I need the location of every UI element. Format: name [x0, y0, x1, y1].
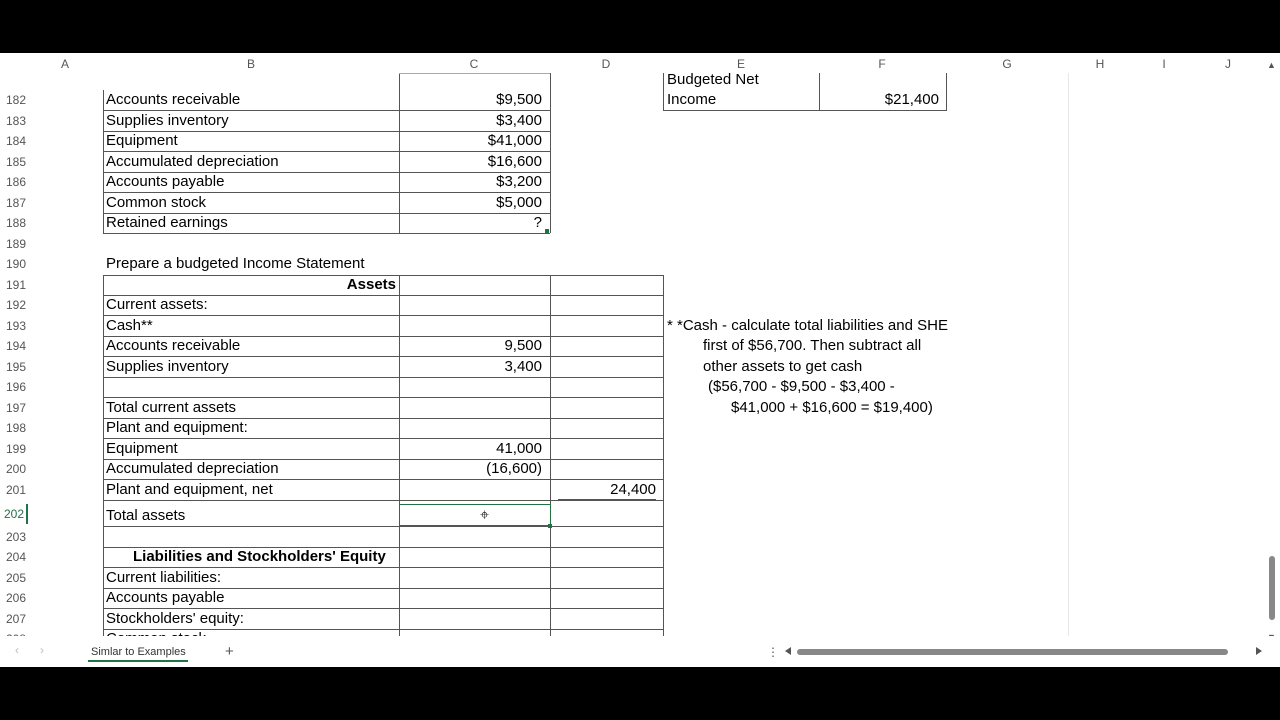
border: [103, 315, 663, 316]
border: [103, 192, 550, 193]
border: [550, 73, 551, 233]
fill-handle[interactable]: [545, 229, 549, 233]
net-income-label: Income: [667, 91, 717, 108]
cell-label: Plant and equipment, net: [106, 480, 273, 498]
row-header-192[interactable]: 192: [5, 298, 26, 312]
row-header-207[interactable]: 207: [5, 611, 26, 626]
cell-label: Accumulated depreciation: [106, 152, 279, 170]
column-header-g[interactable]: G: [1002, 57, 1012, 71]
row-header-186[interactable]: 186: [5, 175, 26, 189]
cell-label: Plant and equipment:: [106, 419, 248, 436]
cell-label: Supplies inventory: [106, 111, 229, 129]
border: [663, 275, 664, 644]
next-sheet-icon[interactable]: ›: [40, 643, 44, 657]
column-header-c[interactable]: C: [469, 57, 479, 71]
cell-label: Equipment: [106, 132, 178, 149]
selected-cell[interactable]: [399, 504, 551, 526]
row-header-191[interactable]: 191: [5, 277, 26, 292]
prev-sheet-icon[interactable]: ‹: [15, 643, 19, 657]
row-header-184[interactable]: 184: [5, 134, 26, 148]
row-header-203[interactable]: 203: [5, 529, 26, 544]
border: [399, 275, 400, 644]
cell-label: Current assets:: [106, 296, 208, 313]
cell-value: $3,400: [496, 111, 542, 129]
cell-value: 24,400: [610, 480, 656, 498]
border: [663, 73, 664, 110]
cell-label: Accounts payable: [106, 173, 225, 190]
row-header-185[interactable]: 185: [5, 154, 26, 169]
row-header-197[interactable]: 197: [5, 400, 26, 415]
column-header-a[interactable]: A: [60, 57, 69, 71]
border: [399, 73, 550, 74]
column-header-h[interactable]: H: [1095, 57, 1105, 71]
cell-label: Accounts receivable: [106, 91, 241, 108]
border: [103, 110, 550, 111]
note-line: first of $56,700. Then subtract all: [703, 337, 922, 354]
cell-value: $5,000: [496, 193, 542, 211]
note-line: $41,000 + $16,600 = $19,400): [731, 398, 933, 416]
cell-value: 9,500: [504, 337, 542, 354]
scroll-right-icon[interactable]: [1256, 647, 1262, 655]
border: [103, 275, 104, 644]
row-header-199[interactable]: 199: [5, 441, 26, 456]
horizontal-scrollbar[interactable]: [797, 649, 1228, 655]
cursor-icon: ⌖: [480, 507, 490, 524]
row-header-200[interactable]: 200: [5, 462, 26, 476]
cell-label: Total current assets: [106, 398, 237, 416]
cell-value: 41,000: [496, 439, 542, 457]
row-header-183[interactable]: 183: [5, 113, 26, 128]
scroll-up-icon[interactable]: ▲: [1267, 60, 1276, 70]
cell-value: $9,500: [496, 91, 542, 108]
cell-value: 3,400: [504, 357, 542, 375]
border: [946, 73, 947, 110]
note-line: other assets to get cash: [703, 357, 863, 375]
cell-value: $3,200: [496, 173, 542, 190]
cell-label: Accounts receivable: [106, 337, 241, 354]
row-header-206[interactable]: 206: [5, 591, 26, 605]
border: [103, 377, 663, 378]
row-header-188[interactable]: 188: [5, 216, 26, 230]
sheet-tab-active[interactable]: [88, 642, 188, 662]
row-header-194[interactable]: 194: [5, 339, 26, 353]
cell-label: Stockholders' equity:: [106, 609, 244, 627]
sheet-tab-label: Simlar to Examples: [91, 646, 186, 658]
border: [819, 73, 820, 110]
add-sheet-button[interactable]: +: [225, 643, 234, 660]
row-header-196[interactable]: 196: [5, 380, 26, 394]
cell-label: Equipment: [106, 439, 178, 457]
more-options-icon[interactable]: ⋮: [767, 645, 779, 659]
row-header-182[interactable]: 182: [5, 93, 26, 107]
vertical-scrollbar[interactable]: [1269, 556, 1275, 620]
column-header-f[interactable]: F: [878, 57, 886, 71]
column-header-b[interactable]: B: [246, 57, 255, 71]
section-heading: Liabilities and Stockholders' Equity: [133, 548, 386, 565]
border: [103, 438, 663, 439]
cell-value: $16,600: [487, 152, 542, 170]
section-heading: Assets: [346, 275, 396, 293]
cell-label: Total assets: [106, 507, 186, 524]
grid-line: [1068, 73, 1069, 667]
border: [103, 526, 663, 527]
fill-handle[interactable]: [548, 524, 552, 528]
row-header-190[interactable]: 190: [5, 257, 26, 271]
border: [103, 233, 550, 234]
net-income-value: $21,400: [884, 91, 939, 108]
border: [663, 110, 947, 111]
cell-label: Accumulated depreciation: [106, 460, 279, 477]
cell-label: Cash**: [106, 316, 153, 334]
row-header-198[interactable]: 198: [5, 421, 26, 435]
cell-label: Retained earnings: [106, 214, 228, 231]
row-header-189[interactable]: 189: [5, 236, 26, 251]
row-header-201[interactable]: 201: [5, 482, 26, 497]
row-header-187[interactable]: 187: [5, 195, 26, 210]
note-line: ($56,700 - $9,500 - $3,400 -: [708, 378, 895, 395]
border: [103, 213, 550, 214]
column-header-d[interactable]: D: [601, 57, 611, 71]
border: [103, 500, 663, 501]
border: [550, 275, 551, 644]
sheet-tab-bar: [0, 636, 1280, 667]
prepare-label: Prepare a budgeted Income Statement: [106, 255, 365, 272]
border: [399, 73, 400, 233]
cell-label: Accounts payable: [106, 589, 225, 606]
note-line: * *Cash - calculate total liabilities and SHE: [667, 316, 948, 334]
border: [103, 172, 550, 173]
border: [103, 275, 663, 276]
cell-value: $41,000: [487, 132, 542, 149]
cell-value: ?: [533, 214, 542, 231]
row-header-195[interactable]: 195: [5, 359, 26, 374]
column-header-e[interactable]: E: [736, 57, 745, 71]
column-header-j[interactable]: J: [1225, 57, 1231, 71]
cell-label: Current liabilities:: [106, 568, 222, 586]
scroll-left-icon[interactable]: [785, 647, 791, 655]
cell-label: Common stock: [106, 193, 207, 211]
border: [103, 151, 550, 152]
row-header-202[interactable]: 202: [0, 504, 28, 524]
spreadsheet-window: [0, 53, 1280, 667]
cell-label: Supplies inventory: [106, 357, 229, 375]
row-header-193[interactable]: 193: [5, 318, 26, 333]
net-income-label: Budgeted Net: [667, 71, 759, 88]
row-header-205[interactable]: 205: [5, 570, 26, 585]
column-header-i[interactable]: I: [1162, 57, 1166, 71]
row-header-204[interactable]: 204: [5, 550, 26, 564]
border: [103, 131, 550, 132]
cell-value: (16,600): [486, 460, 542, 477]
